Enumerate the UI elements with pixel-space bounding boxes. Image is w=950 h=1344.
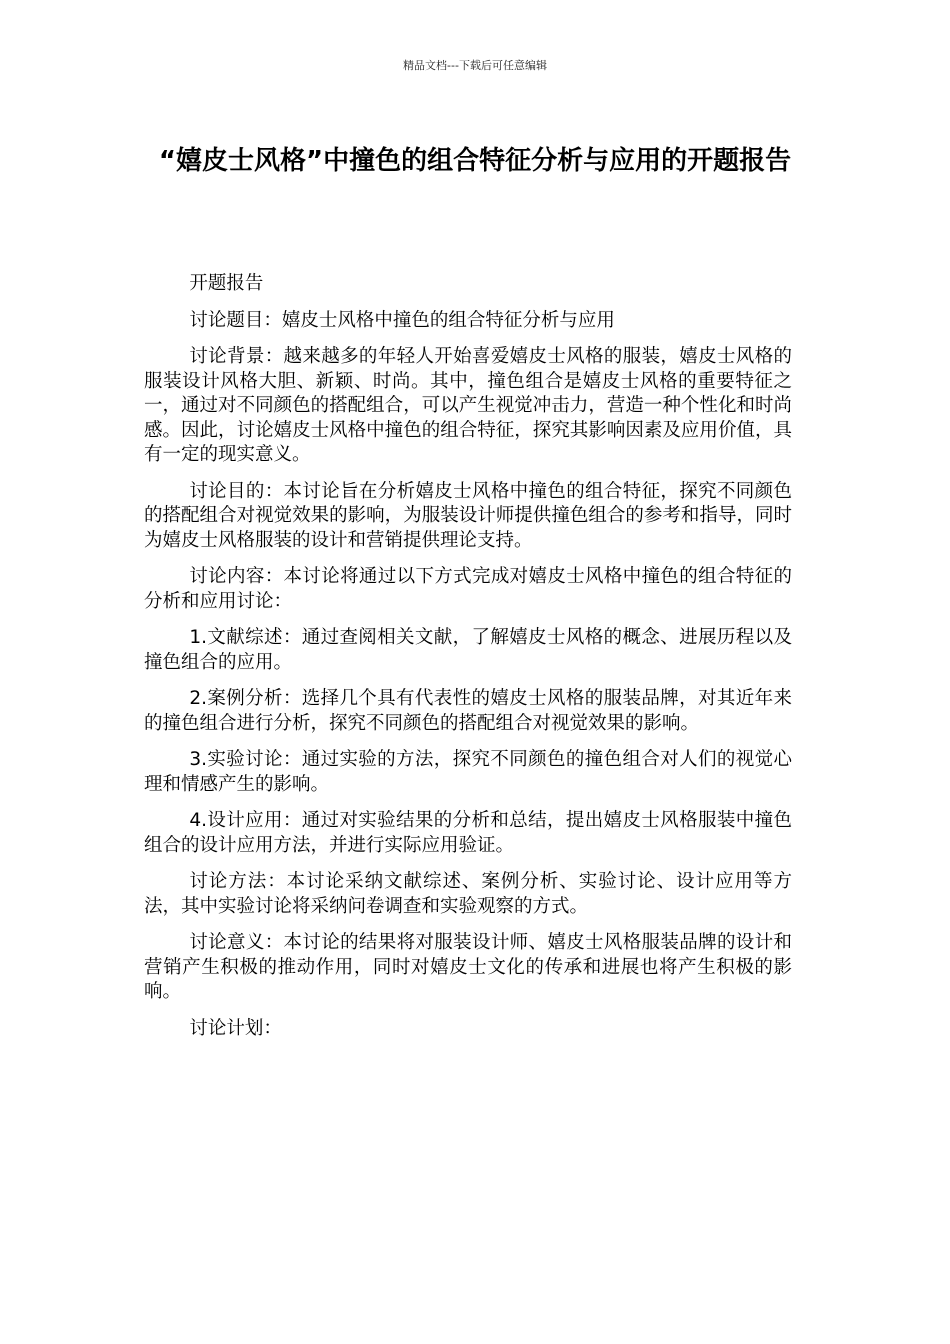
paragraph-methods: 讨论方法：本讨论采纳文献综述、案例分析、实验讨论、设计应用等方法，其中实验讨论将采纳问卷调查和实验观察的方式。: [144, 871, 792, 917]
paragraph-item-design-application: 4.设计应用：通过对实验结果的分析和总结，提出嬉皮士风格服装中撞色组合的设计应用方法，并进行实际应用验证。: [144, 810, 792, 856]
paragraph-item-experiment: 3.实验讨论：通过实验的方法，探究不同颜色的撞色组合对人们的视觉心理和情感产生的影响。: [144, 749, 792, 795]
paragraph-plan: 讨论计划：: [189, 1017, 282, 1039]
paragraph-item-literature-review: 1.文献综述：通过查阅相关文献，了解嬉皮士风格的概念、进展历程以及撞色组合的应用。: [144, 627, 792, 673]
page-header-note: 精品文档---下载后可任意编辑: [403, 59, 547, 72]
document-body: [144, 272, 792, 1053]
paragraph-background: 讨论背景：越来越多的年轻人开始喜爱嬉皮士风格的服装，嬉皮士风格的服装设计风格大胆、新颖、时尚。其中，撞色组合是嬉皮士风格的重要特征之一，通过对不同颜色的搭配组合，可以产生视觉冲击力，营造一种个性化和时尚感。因此，讨论嬉皮士风格中撞色的组合特征，探究其影响因素及应用价值，具有一定的现实意义。: [144, 346, 792, 465]
paragraph-topic: 讨论题目：嬉皮士风格中撞色的组合特征分析与应用: [189, 309, 615, 331]
paragraph-item-case-analysis: 2.案例分析：选择几个具有代表性的嬉皮士风格的服装品牌，对其近年来的撞色组合进行分析，探究不同颜色的搭配组合对视觉效果的影响。: [144, 688, 792, 734]
paragraph-purpose: 讨论目的：本讨论旨在分析嬉皮士风格中撞色的组合特征，探究不同颜色的搭配组合对视觉效果的影响，为服装设计师提供撞色组合的参考和指导，同时为嬉皮士风格服装的设计和营销提供理论支持。: [144, 480, 792, 551]
paragraph-report-label: 开题报告: [189, 273, 264, 294]
paragraph-significance: 讨论意义：本讨论的结果将对服装设计师、嬉皮士风格服装品牌的设计和营销产生积极的推动作用，同时对嬉皮士文化的传承和进展也将产生积极的影响。: [144, 932, 792, 1002]
document-title: “嬉皮士风格”中撞色的组合特征分析与应用的开题报告: [158, 146, 792, 176]
paragraph-content: 讨论内容：本讨论将通过以下方式完成对嬉皮士风格中撞色的组合特征的分析和应用讨论：: [144, 566, 792, 612]
